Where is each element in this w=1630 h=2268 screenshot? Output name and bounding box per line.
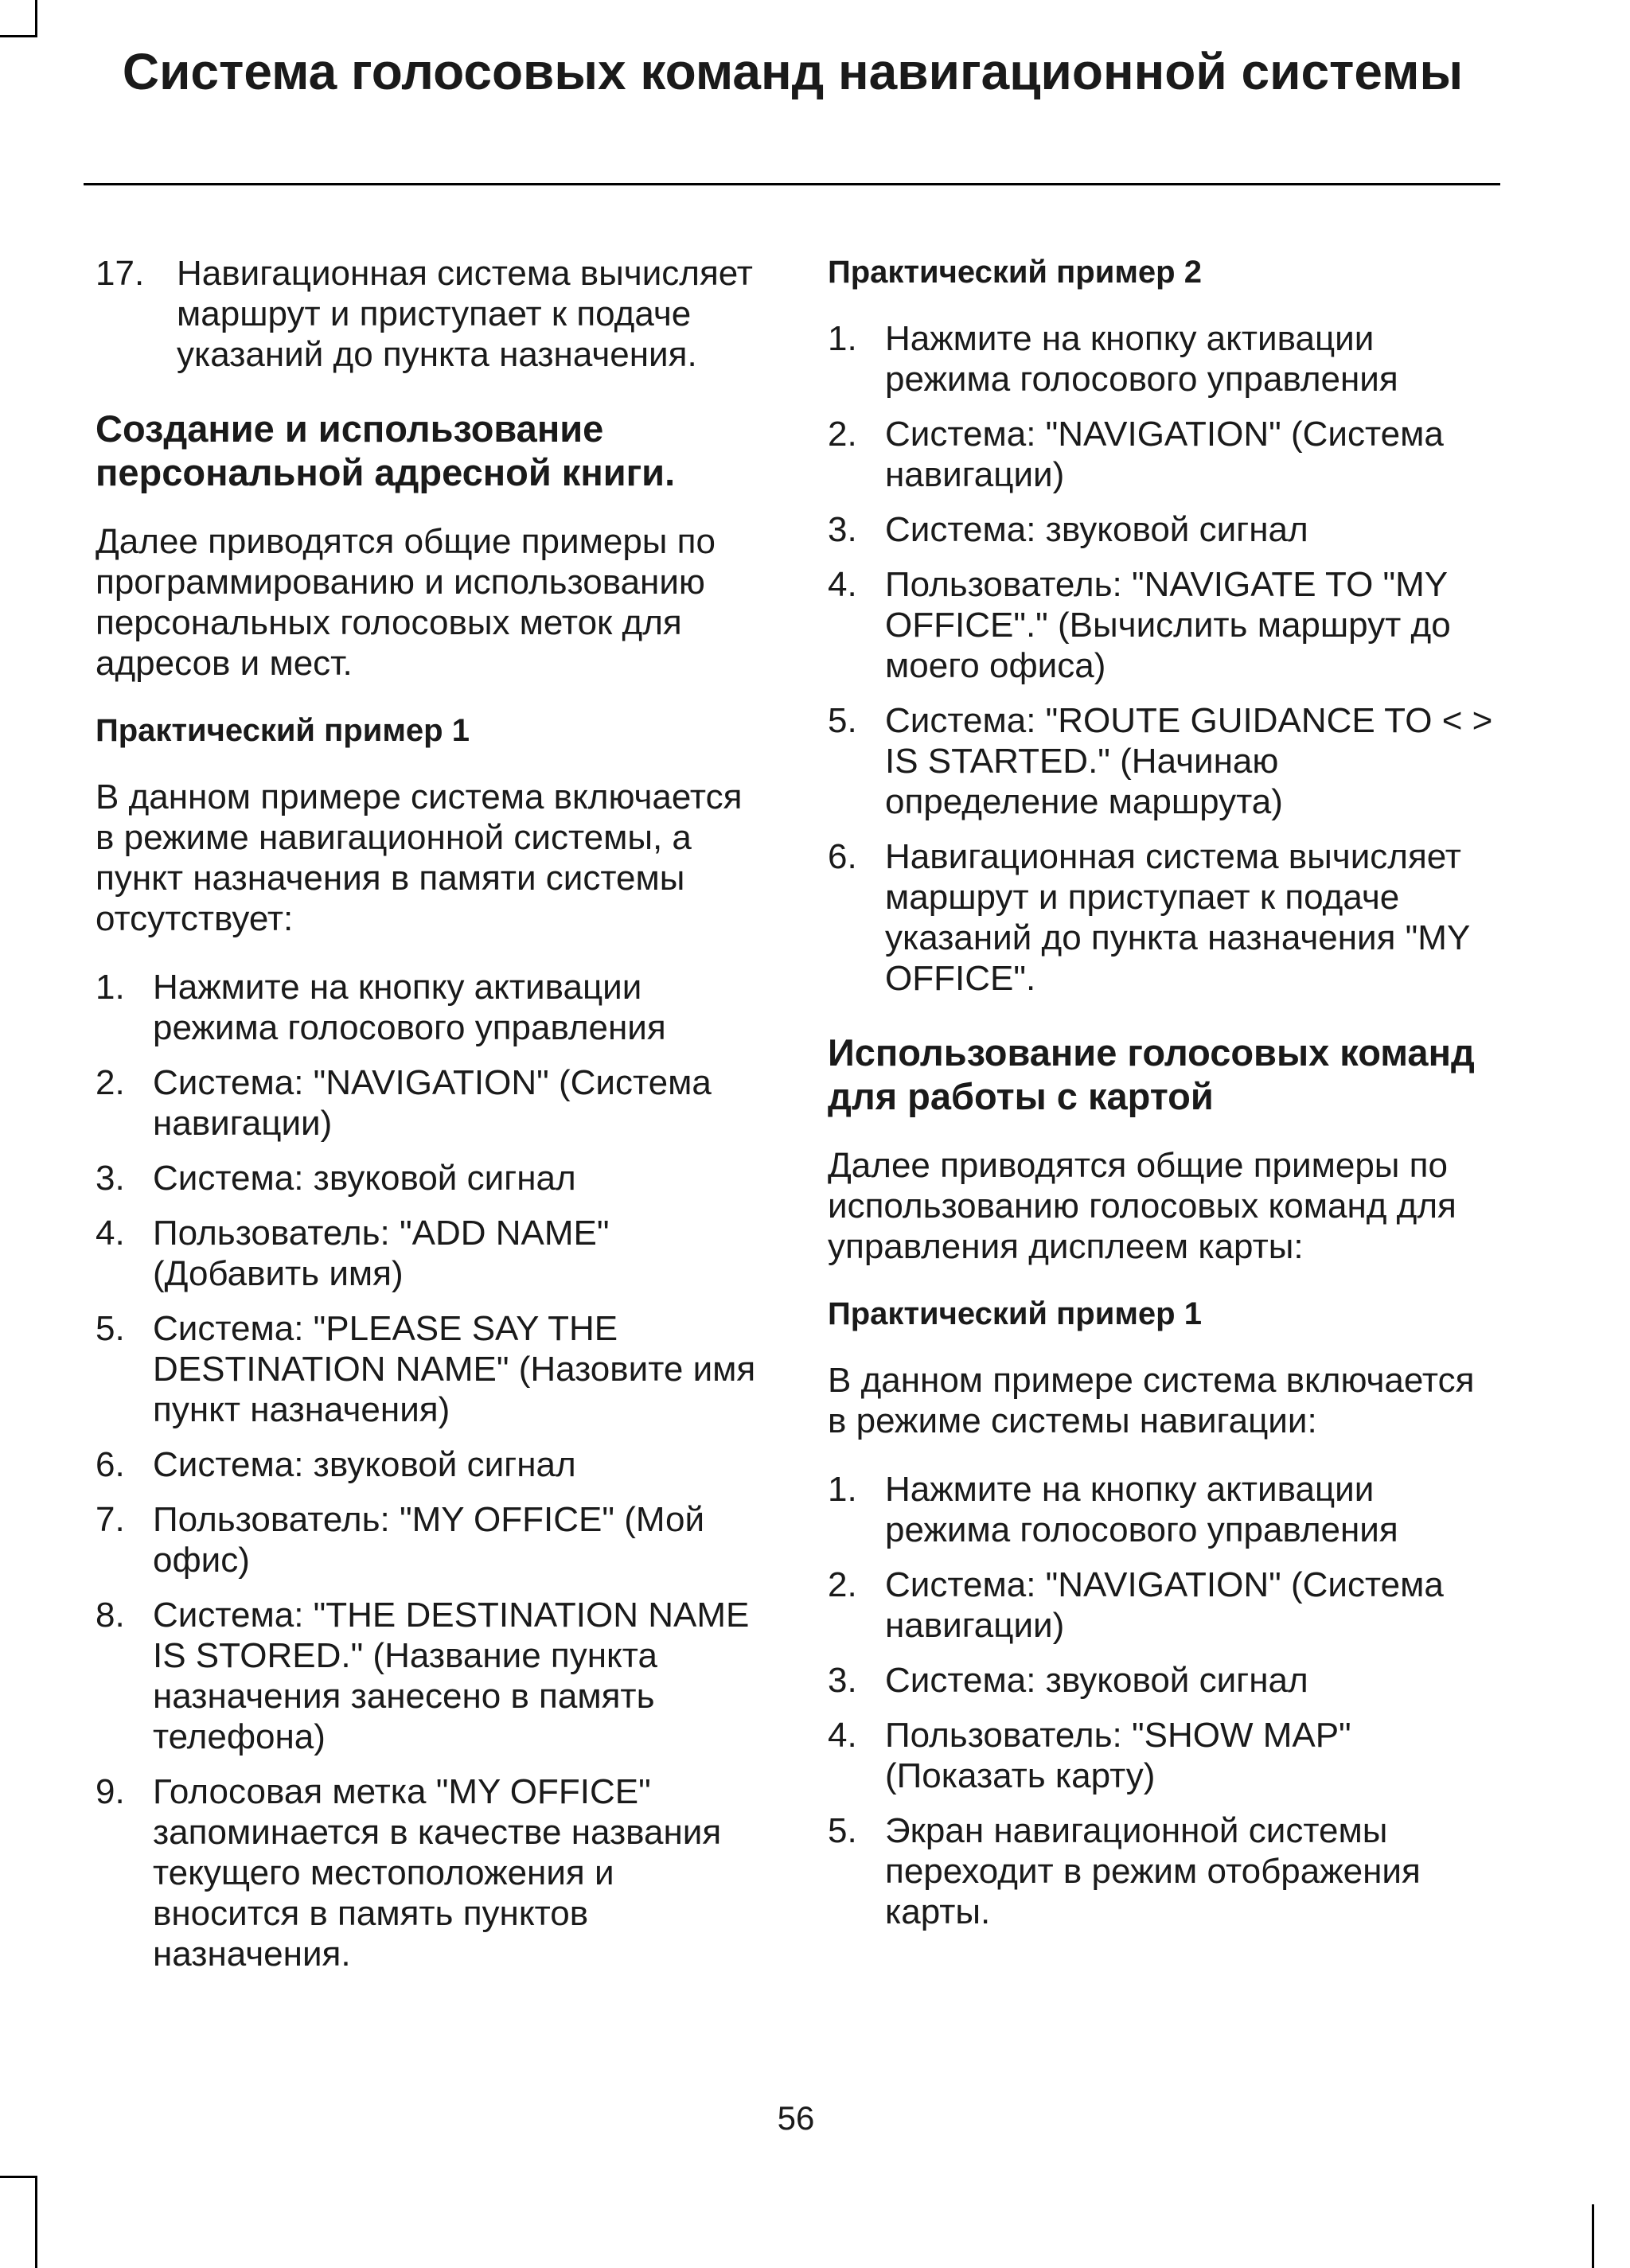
right-column: [828, 253, 1496, 1974]
step-text: Система: "THE DESTINATION NAME IS STORED." (Название пункта назначения занесено в память телефона): [153, 1596, 750, 1756]
step-number: 3.: [828, 1661, 857, 1700]
list-item: [828, 1715, 1496, 1796]
list-item: [828, 414, 1496, 495]
crop-mark-top-left-vertical: [35, 0, 37, 35]
step-number: 3.: [828, 510, 857, 549]
list-item: [96, 1158, 764, 1198]
list-item: [828, 1565, 1496, 1646]
step-text: Система: "NAVIGATION" (Система навигации): [153, 1063, 712, 1143]
continued-step-list: [96, 253, 764, 375]
list-item: [828, 836, 1496, 999]
step-number: 3.: [96, 1159, 125, 1198]
list-item: [96, 1595, 764, 1757]
step-number: 2.: [828, 1565, 857, 1604]
section-intro: Далее приводятся общие примеры по использованию голосовых команд для управления дисплеем карты:: [828, 1146, 1456, 1266]
step-text: Система: "PLEASE SAY THE DESTINATION NAME" (Назовите имя пункт назначения): [153, 1309, 756, 1429]
step-text: Система: звуковой сигнал: [153, 1445, 576, 1484]
step-number: 1.: [828, 319, 857, 358]
step-number: 17.: [96, 254, 145, 293]
list-item: [828, 564, 1496, 686]
list-item: [828, 1660, 1496, 1701]
example-intro: В данном примере система включается в режиме системы навигации:: [828, 1361, 1475, 1440]
step-number: 5.: [828, 701, 857, 740]
list-item: [96, 1444, 764, 1485]
step-text: Нажмите на кнопку активации режима голосового управления: [885, 1470, 1398, 1549]
list-item: [96, 1062, 764, 1144]
list-item: [96, 1499, 764, 1580]
step-text: Навигационная система вычисляет маршрут и приступает к подаче указаний до пункта назначения.: [177, 254, 753, 374]
step-text: Нажмите на кнопку активации режима голосового управления: [153, 968, 666, 1047]
step-text: Пользователь: "MY OFFICE" (Мой офис): [153, 1500, 705, 1580]
crop-mark-top-left-horizontal: [0, 35, 37, 37]
step-text: Система: звуковой сигнал: [153, 1159, 576, 1198]
step-number: 4.: [828, 565, 857, 604]
step-text: Навигационная система вычисляет маршрут и приступает к подаче указаний до пункта назначения "MY OFFICE".: [885, 837, 1470, 998]
step-text: Система: звуковой сигнал: [885, 1661, 1308, 1700]
step-number: 6.: [828, 837, 857, 876]
page-number: 56: [777, 2099, 815, 2137]
list-item: [96, 967, 764, 1048]
step-text: Экран навигационной системы переходит в режим отображения карты.: [885, 1811, 1421, 1931]
step-number: 7.: [96, 1500, 125, 1539]
step-text: Система: "NAVIGATION" (Система навигации): [885, 415, 1444, 494]
crop-mark-bottom-left-horizontal: [0, 2176, 37, 2178]
step-number: 5.: [96, 1309, 125, 1348]
example-heading: Практический пример 1: [828, 1296, 1202, 1331]
step-text: Пользователь: "NAVIGATE TO "MY OFFICE"." (Вычислить маршрут до моего офиса): [885, 565, 1451, 685]
step-number: 2.: [96, 1063, 125, 1102]
example-heading: Практический пример 1: [96, 713, 470, 748]
step-number: 9.: [96, 1772, 125, 1811]
list-item: [828, 318, 1496, 399]
crop-mark-bottom-right-vertical: [1592, 2204, 1594, 2268]
step-number: 4.: [828, 1716, 857, 1755]
map-step-list: [828, 1469, 1496, 1932]
list-item: [828, 700, 1496, 822]
list-item: [96, 1308, 764, 1430]
title-divider: [84, 183, 1500, 185]
step-text: Нажмите на кнопку активации режима голосового управления: [885, 319, 1398, 399]
section-intro: Далее приводятся общие примеры по программированию и использованию персональных голосовых меток для адресов и мест.: [96, 522, 716, 683]
example-2-step-list: [828, 318, 1496, 999]
list-item: [828, 1810, 1496, 1932]
section-heading-address-book: Создание и использование персональной адресной книги.: [96, 407, 676, 493]
step-text: Пользователь: "ADD NAME" (Добавить имя): [153, 1214, 610, 1293]
list-item: [96, 253, 764, 375]
address-book-step-list: [96, 967, 764, 1974]
step-number: 5.: [828, 1811, 857, 1850]
step-text: Система: "ROUTE GUIDANCE TO < > IS STARTED." (Начинаю определение маршрута): [885, 701, 1493, 821]
step-text: Система: звуковой сигнал: [885, 510, 1308, 549]
step-number: 2.: [828, 415, 857, 454]
page-title: Система голосовых команд навигационной системы: [122, 43, 1464, 100]
crop-mark-bottom-left-vertical: [35, 2176, 37, 2268]
step-number: 1.: [828, 1470, 857, 1509]
section-heading-map-commands: Использование голосовых команд для работы с картой: [828, 1031, 1475, 1117]
step-number: 6.: [96, 1445, 125, 1484]
left-column: [96, 253, 764, 2016]
list-item: [96, 1771, 764, 1974]
step-number: 8.: [96, 1596, 125, 1635]
step-number: 4.: [96, 1214, 125, 1253]
list-item: [96, 1213, 764, 1294]
step-text: Пользователь: "SHOW MAP" (Показать карту): [885, 1716, 1351, 1795]
example-heading: Практический пример 2: [828, 255, 1202, 290]
step-text: Система: "NAVIGATION" (Система навигации): [885, 1565, 1444, 1645]
example-intro: В данном примере система включается в режиме навигационной системы, а пункт назначения в памяти системы отсутствует:: [96, 777, 743, 938]
step-number: 1.: [96, 968, 125, 1007]
list-item: [828, 1469, 1496, 1550]
step-text: Голосовая метка "MY OFFICE" запоминается в качестве названия текущего местоположения и вносится в память пунктов назначения.: [153, 1772, 722, 1974]
list-item: [828, 509, 1496, 550]
